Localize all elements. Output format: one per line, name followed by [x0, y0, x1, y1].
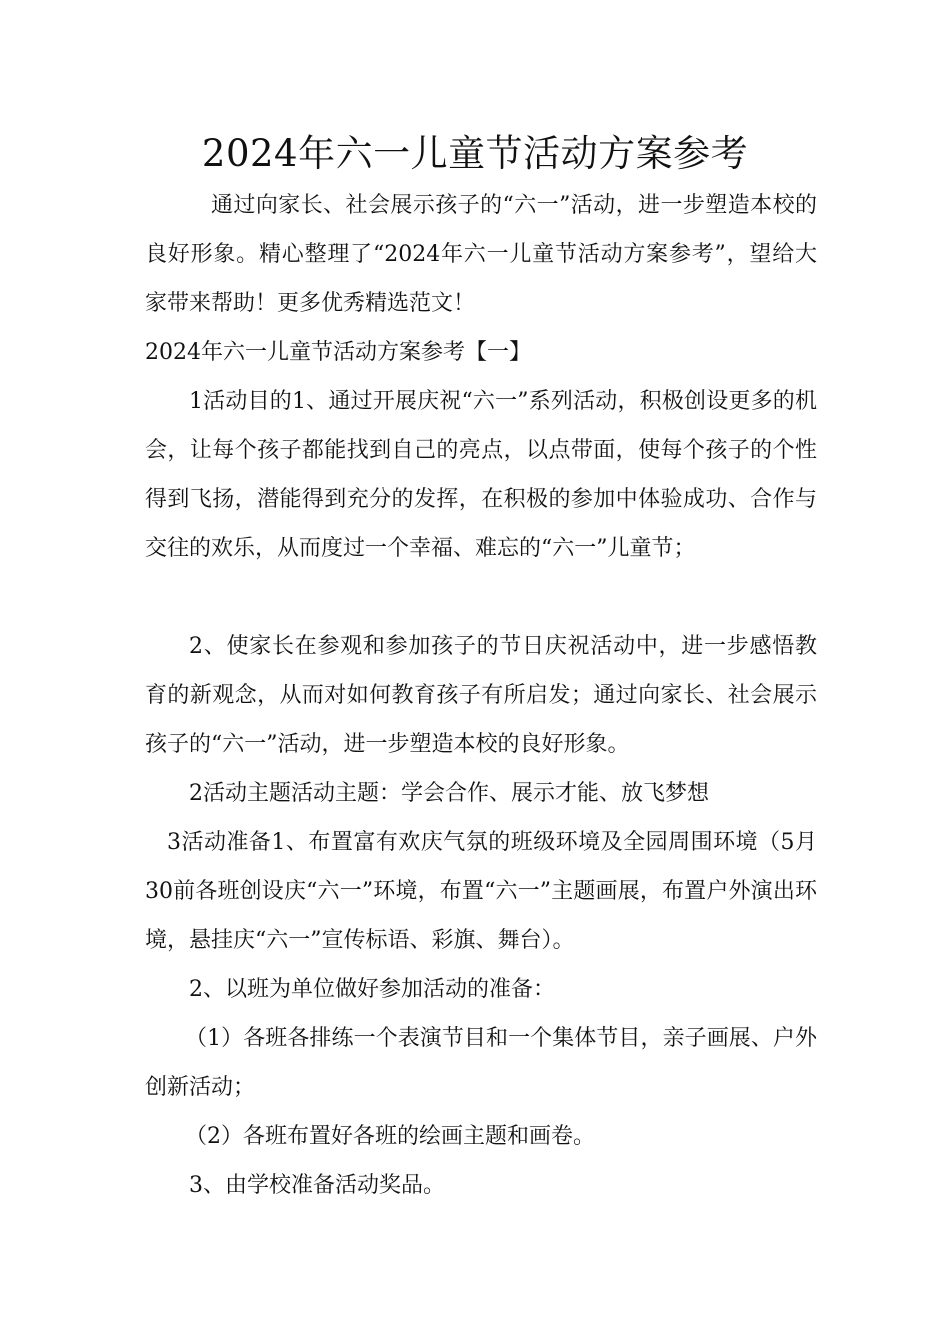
section-heading: 2024年六一儿童节活动方案参考【一】 — [145, 340, 531, 365]
paragraph-item-2: （2）各班布置好各班的绘画主题和画卷。 — [185, 1124, 595, 1149]
paragraph-class-preparation: 2、以班为单位做好参加活动的准备： — [189, 977, 555, 1002]
paragraph-item-1: （1）各班各排练一个表演节目和一个集体节目，亲子画展、户外创新活动； — [145, 1026, 817, 1100]
blank-line — [145, 573, 817, 622]
paragraph-activity-theme: 2活动主题活动主题：学会合作、展示才能、放飞梦想 — [189, 781, 709, 806]
paragraph-parents: 2、使家长在参观和参加孩子的节日庆祝活动中，进一步感悟教育的新观念，从而对如何教育孩子有所启发；通过向家长、社会展示孩子的“六一”活动，进一步塑造本校的良好形象。 — [145, 634, 817, 757]
paragraph-prizes: 3、由学校准备活动奖品。 — [189, 1173, 445, 1198]
paragraph-activity-preparation: 3活动准备1、布置富有欢庆气氛的班级环境及全园周围环境（5月30前各班创设庆“六一”环境，布置“六一”主题画展，布置户外演出环境，悬挂庆“六一”宣传标语、彩旗、舞台）。 — [145, 830, 817, 953]
paragraph-activity-purpose: 1活动目的1、通过开展庆祝“六一”系列活动，积极创设更多的机会，让每个孩子都能找到自己的亮点，以点带面，使每个孩子的个性得到飞扬，潜能得到充分的发挥，在积极的参加中体验成功、合作与交往的欢乐，从而度过一个幸福、难忘的“六一”儿童节； — [145, 389, 817, 561]
intro-paragraph: 通过向家长、社会展示孩子的“六一”活动，进一步塑造本校的良好形象。精心整理了“2024年六一儿童节活动方案参考”，望给大家带来帮助！更多优秀精选范文！ — [145, 193, 817, 316]
document-title: 2024年六一儿童节活动方案参考 — [201, 132, 749, 175]
document-body — [145, 181, 817, 1210]
